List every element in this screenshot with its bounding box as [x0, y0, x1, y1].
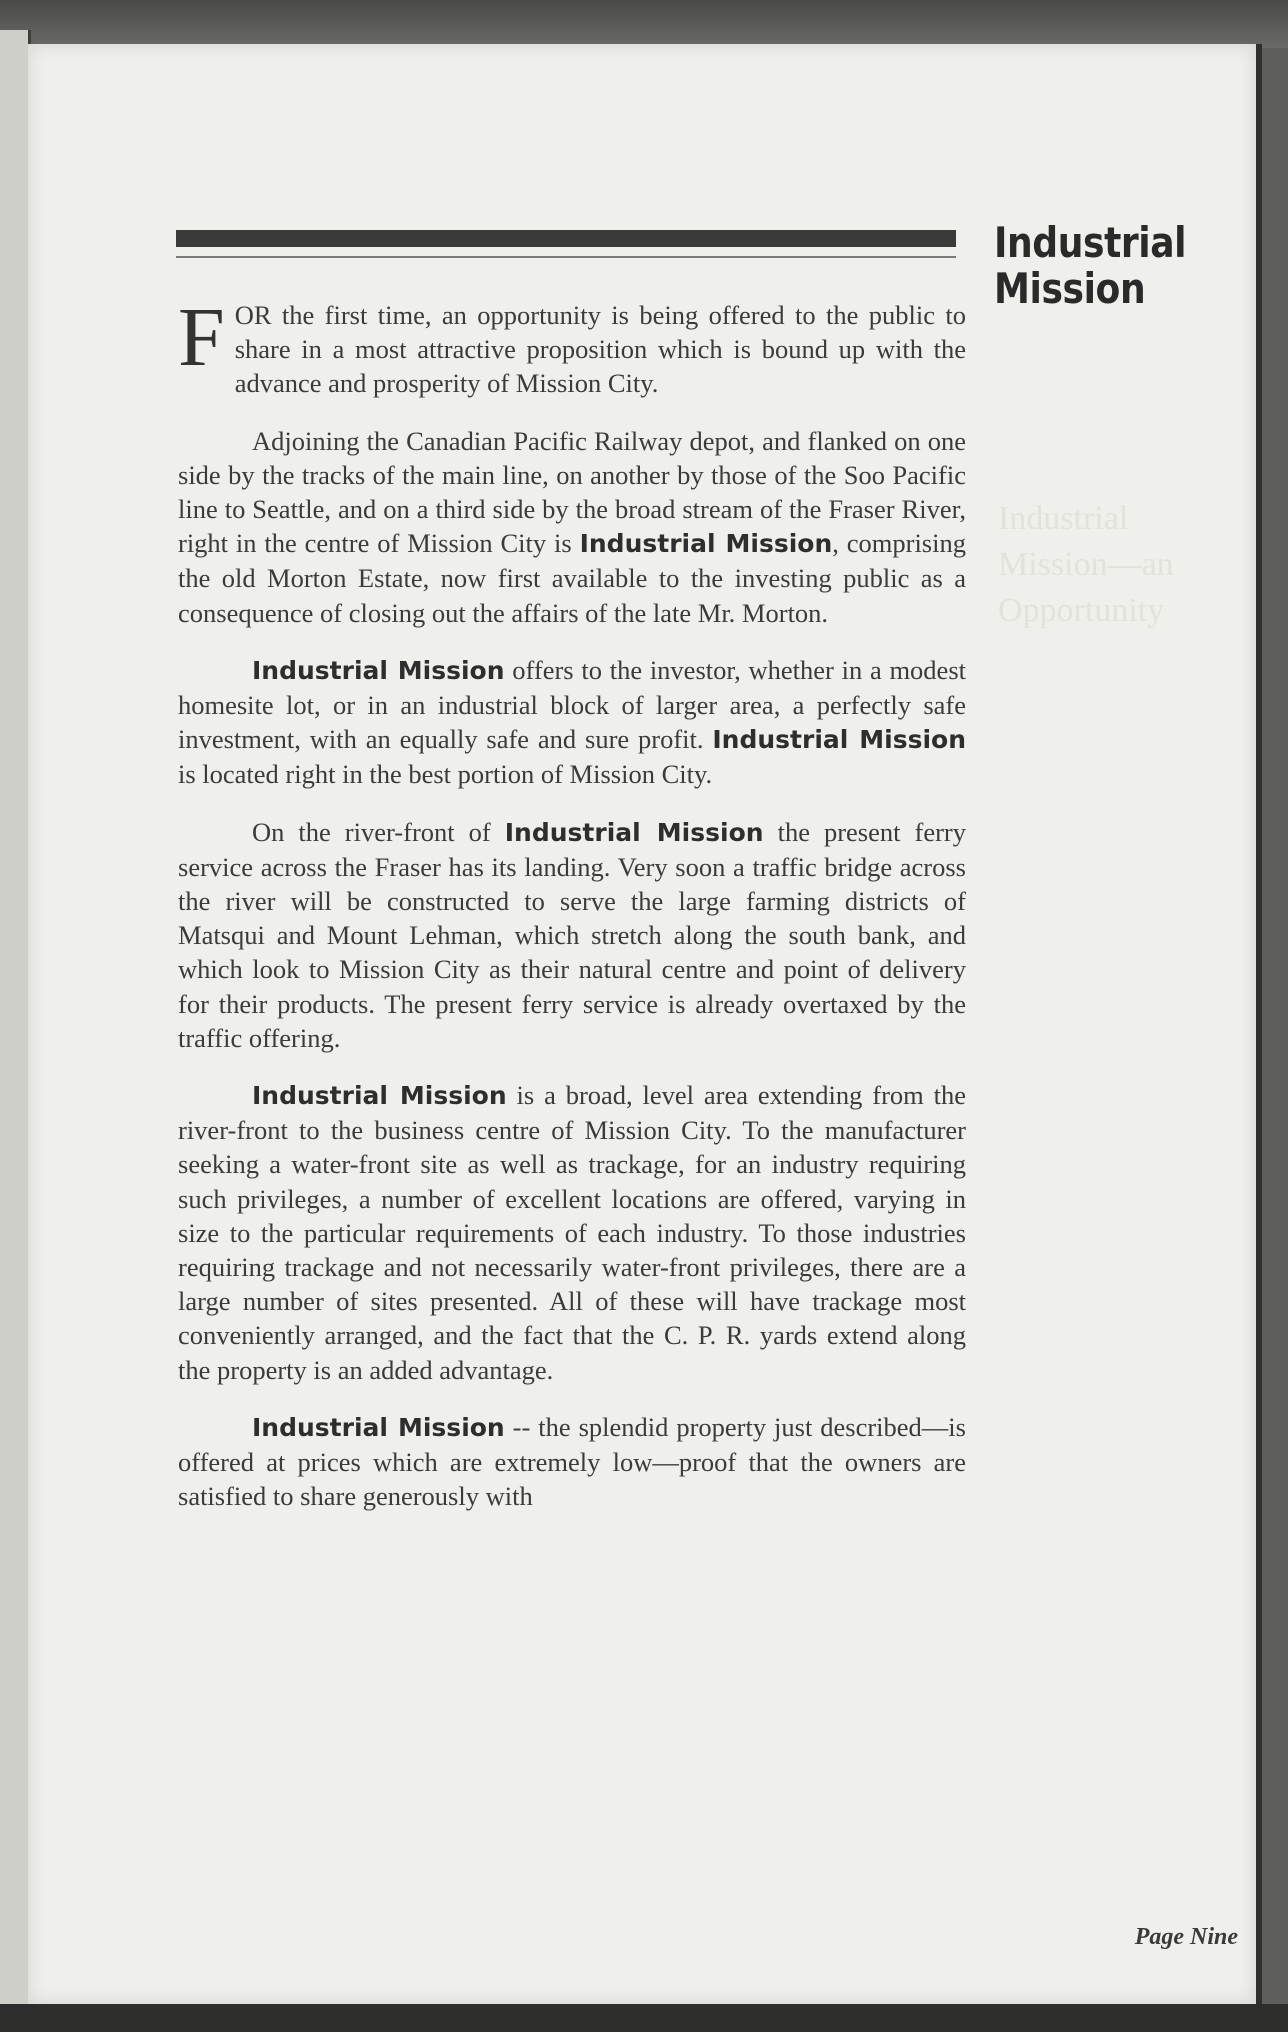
page-number: Page Nine: [1134, 1924, 1238, 1950]
paragraph-text: is located right in the best portion of Mission City.: [178, 759, 713, 790]
sidebar-title: [994, 220, 1192, 312]
sidebar-title-line: Mission: [994, 264, 1146, 313]
scan-top-edge: [0, 0, 1288, 48]
bold-name: Industrial Mission: [504, 817, 764, 847]
sidebar-faded-caption: [998, 496, 1228, 634]
drop-cap: F: [178, 291, 225, 384]
paragraph-prices: [178, 1410, 966, 1514]
sidebar-faded-line: Opportunity: [998, 592, 1165, 629]
paragraph-text: Adjoining the Canadian Pacific Railway depot, and flanked on one side by the tracks of the main line, on another by those of the Soo Pacific line to Seattle, and on a third side by the broad stream of the Fraser River, right in the centre of Mission City is: [178, 425, 966, 559]
paragraph-text: OR the first time, an opportunity is being offered to the public to share in a most attractive proposition which is bound up with the advance and prosperity of Mission City.: [234, 300, 966, 399]
sidebar-faded-line: Industrial: [998, 500, 1129, 537]
paragraph-text: -- the splendid property just described—is offered at prices which are extremely low—proof that the owners are satisfied to share generously with: [178, 1411, 966, 1512]
facing-page-edge: [0, 30, 31, 2010]
bold-name: Industrial Mission: [252, 655, 505, 685]
paragraph-text: the present ferry service across the Fraser has its landing. Very soon a traffic bridge across the river will be constructed to serve the large farming districts of Matsqui and Mount Lehman, which stretch along the south bank, and which look to Mission City as their natural centre and point of delivery for their products. The present ferry service is already overtaxed by the traffic offering.: [178, 816, 966, 1053]
header-rule-thick: [176, 230, 956, 247]
header-rule-thin: [176, 256, 956, 258]
paragraph-river-front: [178, 815, 966, 1055]
paragraph-text: offers to the investor, whether in a modest homesite lot, or in an industrial block of larger area, a perfectly safe investment, with an equally safe and sure profit.: [178, 654, 966, 755]
paragraph-investment: [178, 653, 966, 792]
body-text: [178, 291, 966, 1537]
sidebar-faded-line: Mission—an: [998, 546, 1174, 583]
paragraph-location: [178, 424, 966, 630]
bold-name: Industrial Mission: [712, 725, 966, 755]
bold-name: Industrial Mission: [252, 1412, 505, 1442]
document-page: [28, 44, 1262, 2004]
scan-bottom-edge: [0, 2004, 1288, 2032]
bold-name: Industrial Mission: [252, 1081, 507, 1111]
paragraph-area: [178, 1078, 966, 1387]
paragraph-text: is a broad, level area extending from the river-front to the business centre of Mission City. To the manufacturer seeking a water-front site as well as trackage, for an industry requiring such privileges, a number of excellent locations are offered, varying in size to the particular requirements of each industry. To those industries requiring trackage and not necessarily water-front privileges, there are a large number of sites presented. All of these will have trackage most conveniently arranged, and the fact that the C. P. R. yards extend along the property is an added advantage.: [178, 1080, 966, 1385]
paragraph-text: , comprising the old Morton Estate, now first available to the investing public as a consequence of closing out the affairs of the late Mr. Morton.: [178, 528, 966, 628]
sidebar-title-line: Industrial: [994, 218, 1187, 267]
paragraph-intro: [178, 291, 966, 401]
paragraph-text: On the river-front of: [252, 816, 505, 847]
bold-name: Industrial Mission: [579, 529, 833, 559]
